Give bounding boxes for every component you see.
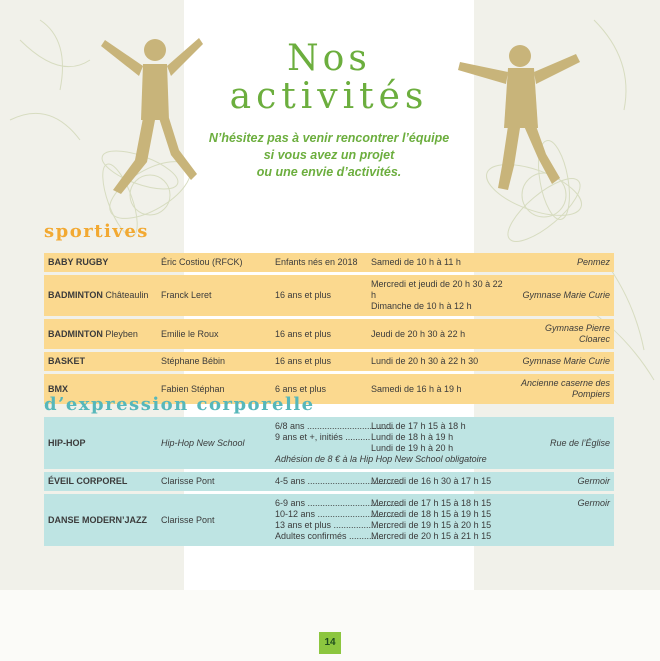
- activity-contact: Clarisse Pont: [157, 494, 271, 546]
- activity-name: ÉVEIL CORPOREL: [44, 472, 157, 491]
- expression-activities-table: [44, 414, 614, 549]
- table-row: [44, 494, 614, 546]
- schedule-line: 6/8 ans ................................... Lundi de 17 h 15 à 18 h: [275, 421, 466, 431]
- schedule-line: Adultes confirmés .............. Mercredi de 20 h 15 à 21 h 15: [275, 531, 492, 541]
- activity-name: DANSE MODERN’JAZZ: [44, 494, 157, 546]
- activity-location: Penmez: [513, 253, 614, 272]
- activity-name: BMX: [44, 374, 157, 404]
- activity-name: HIP-HOP: [44, 417, 157, 469]
- page-title-line-1: Nos: [287, 38, 371, 79]
- page-title-line-2: activités: [229, 76, 429, 117]
- table-row: [44, 253, 614, 272]
- activity-name: BABY RUGBY: [44, 253, 157, 272]
- table-row: [44, 319, 614, 349]
- activity-contact: Éric Costiou (RFCK): [157, 253, 271, 272]
- activity-location: Gymnase Marie Curie: [513, 275, 614, 316]
- activity-schedule: Lundi de 20 h 30 à 22 h 30: [367, 352, 513, 371]
- activity-contact: Fabien Stéphan: [157, 374, 271, 404]
- activity-name: BADMINTON Pleyben: [44, 319, 157, 349]
- schedule-line: 6-9 ans ...................................... Mercredi de 17 h 15 à 18 h 15: [275, 498, 492, 508]
- activity-age: 16 ans et plus: [271, 352, 367, 371]
- schedule-line: 10-12 ans ................................. Mercredi de 18 h 15 à 19 h 15: [275, 509, 492, 519]
- schedule-line: 4-5 ans ...................................... Mercredi de 16 h 30 à 17 h 15: [275, 476, 492, 486]
- activity-location: Rue de l’Église: [534, 417, 614, 469]
- activity-contact: Hip-Hop New School: [157, 417, 271, 469]
- table-row: [44, 417, 614, 469]
- intro-line: N’hésitez pas à venir rencontrer l’équipe: [208, 131, 450, 145]
- activity-schedule: Samedi de 16 h à 19 h: [367, 374, 513, 404]
- activity-age: 16 ans et plus: [271, 319, 367, 349]
- activity-age: 6 ans et plus: [271, 374, 367, 404]
- activity-location: Gymnase Marie Curie: [513, 352, 614, 371]
- activity-contact: Franck Leret: [157, 275, 271, 316]
- activity-schedule: [271, 494, 534, 546]
- activity-schedule: Mercredi et jeudi de 20 h 30 à 22 h Dimanche de 10 h à 12 h: [367, 275, 513, 316]
- activity-contact: Stéphane Bébin: [157, 352, 271, 371]
- activity-age: 16 ans et plus: [271, 275, 367, 316]
- activity-age: Enfants nés en 2018: [271, 253, 367, 272]
- schedule-line: 13 ans et plus ...................... Mercredi de 19 h 15 à 20 h 15: [275, 520, 492, 530]
- schedule-line: 9 ans et +, initiés .......... Lundi de 18 h à 19 h: [275, 432, 454, 442]
- section-title-expression: d’expression corporelle: [44, 394, 315, 415]
- activity-schedule: Jeudi de 20 h 30 à 22 h: [367, 319, 513, 349]
- activity-schedule: Samedi de 10 h à 11 h: [367, 253, 513, 272]
- activity-location: Ancienne caserne des Pompiers: [513, 374, 614, 404]
- activity-location: Germoir: [534, 494, 614, 546]
- table-row: [44, 472, 614, 491]
- intro-line: ou une envie d’activités.: [256, 165, 402, 179]
- activity-name: BADMINTON Châteaulin: [44, 275, 157, 316]
- table-row: [44, 352, 614, 371]
- table-row: [44, 275, 614, 316]
- activity-contact: Emilie le Roux: [157, 319, 271, 349]
- activity-location: Germoir: [534, 472, 614, 491]
- section-title-sportives: sportives: [44, 221, 149, 242]
- activity-name: BASKET: [44, 352, 157, 371]
- schedule-note: Adhésion de 8 € à la Hip Hop New School obligatoire: [275, 454, 487, 464]
- sport-activities-table: [44, 250, 614, 407]
- page-number: 14: [319, 632, 341, 654]
- intro-line: si vous avez un projet: [263, 148, 395, 162]
- activity-schedule: [271, 417, 534, 469]
- activity-schedule: [271, 472, 534, 491]
- schedule-line: Lundi de 19 h à 20 h: [371, 443, 454, 453]
- intro-text: [184, 130, 474, 181]
- activity-contact: Clarisse Pont: [157, 472, 271, 491]
- activity-location: Gymnase Pierre Cloarec: [513, 319, 614, 349]
